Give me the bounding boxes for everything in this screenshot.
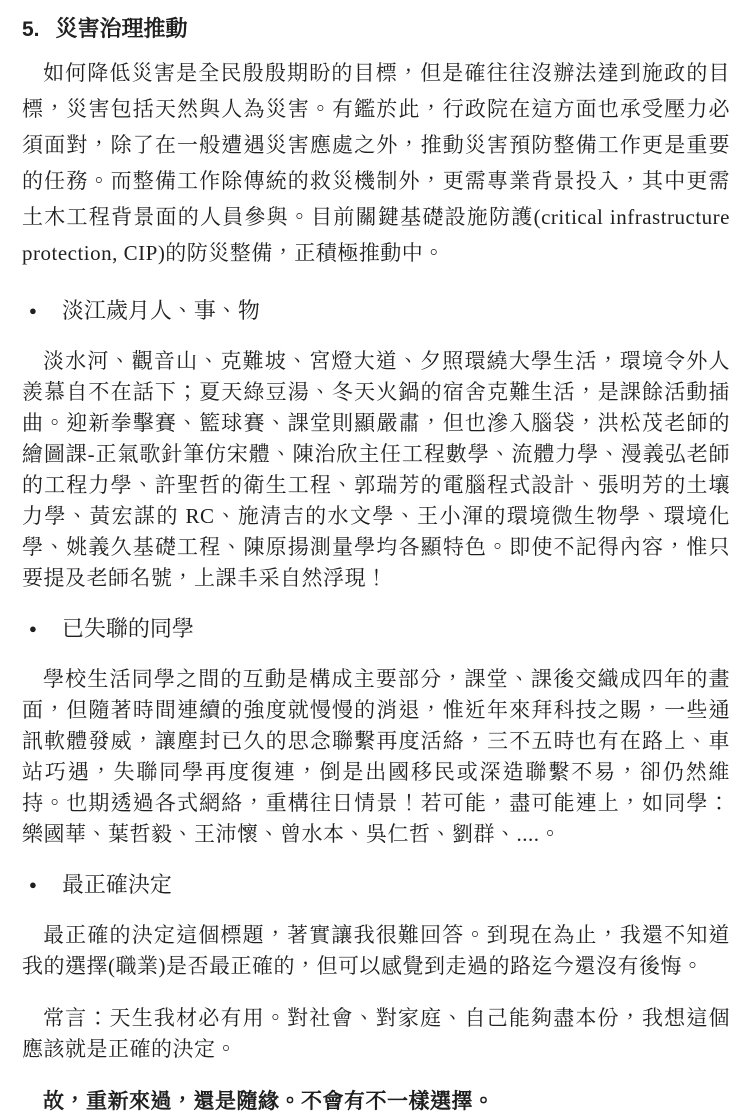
bullet-section-tamkang-years [22, 297, 730, 594]
section-title: 災害治理推動 [55, 16, 188, 41]
bullet-icon: ● [29, 877, 37, 892]
bullet-heading [22, 615, 730, 642]
bullet-section-best-decision [22, 871, 730, 1117]
body-paragraph: 最正確的決定這個標題，著實讓我很難回答。到現在為止，我還不知道我的選擇(職業)是否最正確的，但可以感覺到走過的路迄今還沒有後悔。 [22, 923, 730, 978]
bullet-title: 最正確決定 [61, 872, 172, 897]
bullet-heading [22, 297, 730, 324]
section-heading [22, 15, 730, 43]
section-number: 5. [22, 18, 40, 41]
body-paragraph: 淡水河、觀音山、克難坡、宮燈大道、夕照環繞大學生活，環境令外人羨慕自不在話下；夏天綠豆湯、冬天火鍋的宿舍克難生活，是課餘活動插曲。迎新拳擊賽、籃球賽、課堂則顯嚴肅，但也滲入腦袋，洪松茂老師的繪圖課-正氣歌針筆仿宋體、陳治欣主任工程數學、流體力學、漫義弘老師的工程力學、許聖哲的衛生工程、郭瑞芳的電腦程式設計、張明芳的土壤力學、黃宏謀的 RC、施清吉的水文學、王小渾的環境微生物學、環境化學、姚義久基礎工程、陳原揚測量學均各顯特色。即使不記得內容，惟只要提及老師名號，上課丰采自然浮現！ [22, 349, 730, 590]
bullet-title: 淡江歲月人、事、物 [61, 298, 260, 323]
bullet-icon: ● [29, 303, 37, 318]
bullet-icon: ● [29, 621, 37, 636]
bullet-section-lost-classmates [22, 615, 730, 850]
closing-paragraph: 故，重新來過，還是隨緣。不會有不一樣選擇。 [43, 1089, 495, 1113]
bullet-title: 已失聯的同學 [61, 616, 194, 641]
intro-paragraph: 如何降低災害是全民殷殷期盼的目標，但是確往往沒辦法達到施政的目標，災害包括天然與人為災害。有鑑於此，行政院在這方面也承受壓力必須面對，除了在一般遭遇災害應處之外，推動災害預防整備工作更是重要的任務。而整備工作除傳統的救災機制外，更需專業背景投入，其中更需土木工程背景面的人員參與。目前關鍵基礎設施防護(critical infrastructure protection, CIP)的防災整備，正積極推動中。 [22, 61, 730, 265]
body-paragraph: 學校生活同學之間的互動是構成主要部分，課堂、課後交織成四年的畫面，但隨著時間連續的強度就慢慢的消退，惟近年來拜科技之賜，一些通訊軟體發威，讓塵封已久的思念聯繫再度活絡，三不五時也有在路上、車站巧遇，失聯同學再度復連，倒是出國移民或深造聯繫不易，卻仍然維持。也期透過各式網絡，重構往日情景！若可能，盡可能連上，如同學：樂國華、葉哲毅、王沛懷、曾水本、吳仁哲、劉群、....。 [22, 667, 730, 846]
bullet-heading [22, 871, 730, 898]
body-paragraph: 常言：天生我材必有用。對社會、對家庭、自己能夠盡本份，我想這個應該就是正確的決定。 [22, 1006, 730, 1061]
